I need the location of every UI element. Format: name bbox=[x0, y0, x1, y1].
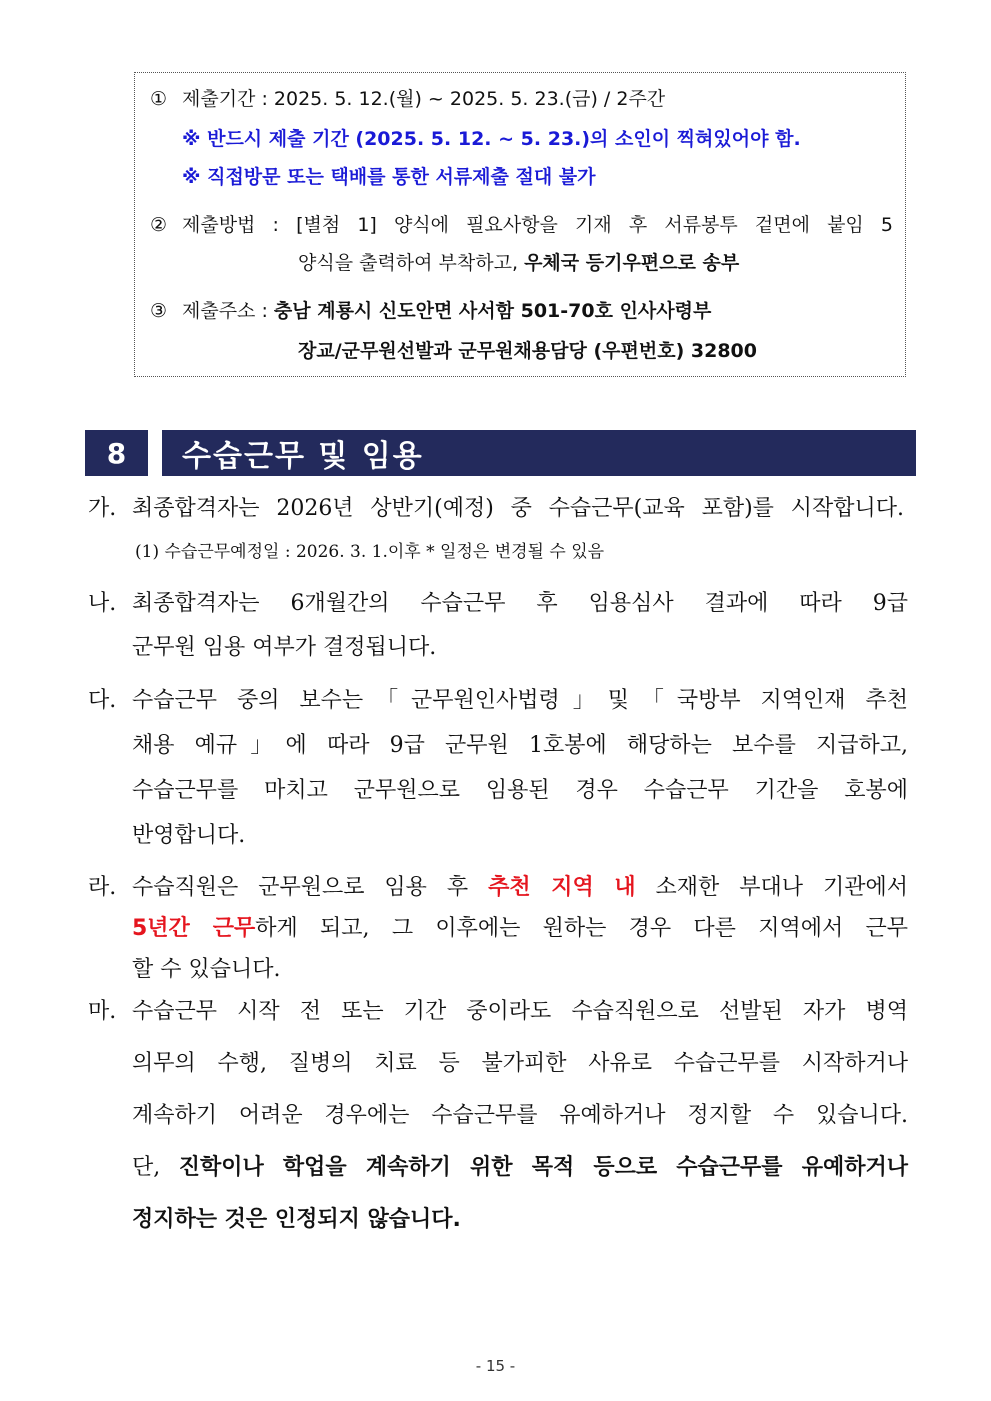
submission-method-line2 bbox=[298, 250, 739, 276]
item-ga-sub: (1) 수습근무예정일 : 2026. 3. 1.이후 * 일정은 변경될 수 있음 bbox=[135, 542, 605, 562]
method-plain-text: 양식을 출력하여 부착하고, bbox=[298, 252, 525, 274]
item-da-line3: 수습근무를 마치고 군무원으로 임용된 경우 수습근무 기간을 호봉에 bbox=[132, 778, 908, 803]
no-visit-note: ※ 직접방문 또는 택배를 통한 서류제출 절대 불가 bbox=[182, 166, 596, 188]
item-ma-line2: 의무의 수행, 질병의 치료 등 불가피한 사유로 수습근무를 시작하거나 bbox=[132, 1051, 908, 1076]
item-ra-line3: 할 수 있습니다. bbox=[132, 957, 281, 982]
item-ma-marker: 마. bbox=[88, 999, 117, 1024]
item-da-line4: 반영합니다. bbox=[132, 823, 246, 848]
submission-method-line1: 제출방법 : [별첨 1] 양식에 필요사항을 기재 후 서류봉투 겉면에 붙임 5 bbox=[182, 214, 893, 236]
method-bold-text: 우체국 등기우편으로 송부 bbox=[524, 252, 740, 274]
item-da-line2: 채용 예규」에 따라 9급 군무원 1호봉에 해당하는 보수를 지급하고, bbox=[132, 733, 908, 758]
ma-bold-text: 진학이나 학업을 계속하기 위한 목적 등으로 수습근무를 유예하거나 bbox=[178, 1155, 908, 1180]
section-title: 수습근무 및 임용 bbox=[162, 430, 916, 476]
item-ma-line5: 정지하는 것은 인정되지 않습니다. bbox=[132, 1207, 461, 1232]
ra-highlight-region: 추천 지역 내 bbox=[488, 875, 636, 900]
item-ma-line1: 수습근무 시작 전 또는 기간 중이라도 수습직원으로 선발된 자가 병역 bbox=[132, 999, 908, 1024]
ma-text-plain: 단, bbox=[132, 1155, 179, 1180]
item-ga-text: 최종합격자는 2026년 상반기(예정) 중 수습근무(교육 포함)를 시작합니다. bbox=[132, 496, 904, 521]
item-na-line1: 최종합격자는 6개월간의 수습근무 후 임용심사 결과에 따라 9급 bbox=[132, 591, 908, 616]
item-ma-line4 bbox=[132, 1153, 908, 1183]
item-da-line1: 수습근무 중의 보수는「군무원인사법령」및「국방부 지역인재 추천 bbox=[132, 688, 908, 713]
item-ga-marker: 가. bbox=[88, 496, 117, 521]
ra-text-b: 소재한 부대나 기관에서 bbox=[635, 875, 908, 900]
submission-address-line2: 장교/군무원선발과 군무원채용담당 (우편번호) 32800 bbox=[298, 340, 757, 362]
item3-number: ③ bbox=[150, 300, 168, 322]
item2-number: ② bbox=[150, 214, 168, 236]
ra-text-a: 수습직원은 군무원으로 임용 후 bbox=[132, 875, 489, 900]
item-ra-line1 bbox=[132, 873, 908, 903]
submission-period: 제출기간 : 2025. 5. 12.(월) ~ 2025. 5. 23.(금) / 2주간 bbox=[182, 88, 666, 110]
item-da-marker: 다. bbox=[88, 688, 117, 713]
item-ra-line2 bbox=[132, 914, 908, 944]
ra-highlight-years: 5년간 근무 bbox=[132, 916, 256, 941]
item-ra-marker: 라. bbox=[88, 875, 117, 900]
page-number: - 15 - bbox=[475, 1357, 516, 1375]
ra-text-c: 하게 되고, 그 이후에는 원하는 경우 다른 지역에서 근무 bbox=[255, 916, 908, 941]
address-text: 충남 계룡시 신도안면 사서함 501-70호 인사사령부 bbox=[273, 300, 712, 322]
item1-number: ① bbox=[150, 88, 168, 110]
item-na-line2: 군무원 임용 여부가 결정됩니다. bbox=[132, 635, 437, 660]
postmark-note: ※ 반드시 제출 기간 (2025. 5. 12. ~ 5. 23.)의 소인이 찍혀있어야 함. bbox=[182, 128, 801, 150]
submission-address-line1 bbox=[182, 298, 711, 324]
address-label: 제출주소 : bbox=[182, 300, 274, 322]
section-number: 8 bbox=[85, 430, 148, 476]
item-na-marker: 나. bbox=[88, 591, 117, 616]
item-ma-line3: 계속하기 어려운 경우에는 수습근무를 유예하거나 정지할 수 있습니다. bbox=[132, 1103, 908, 1128]
